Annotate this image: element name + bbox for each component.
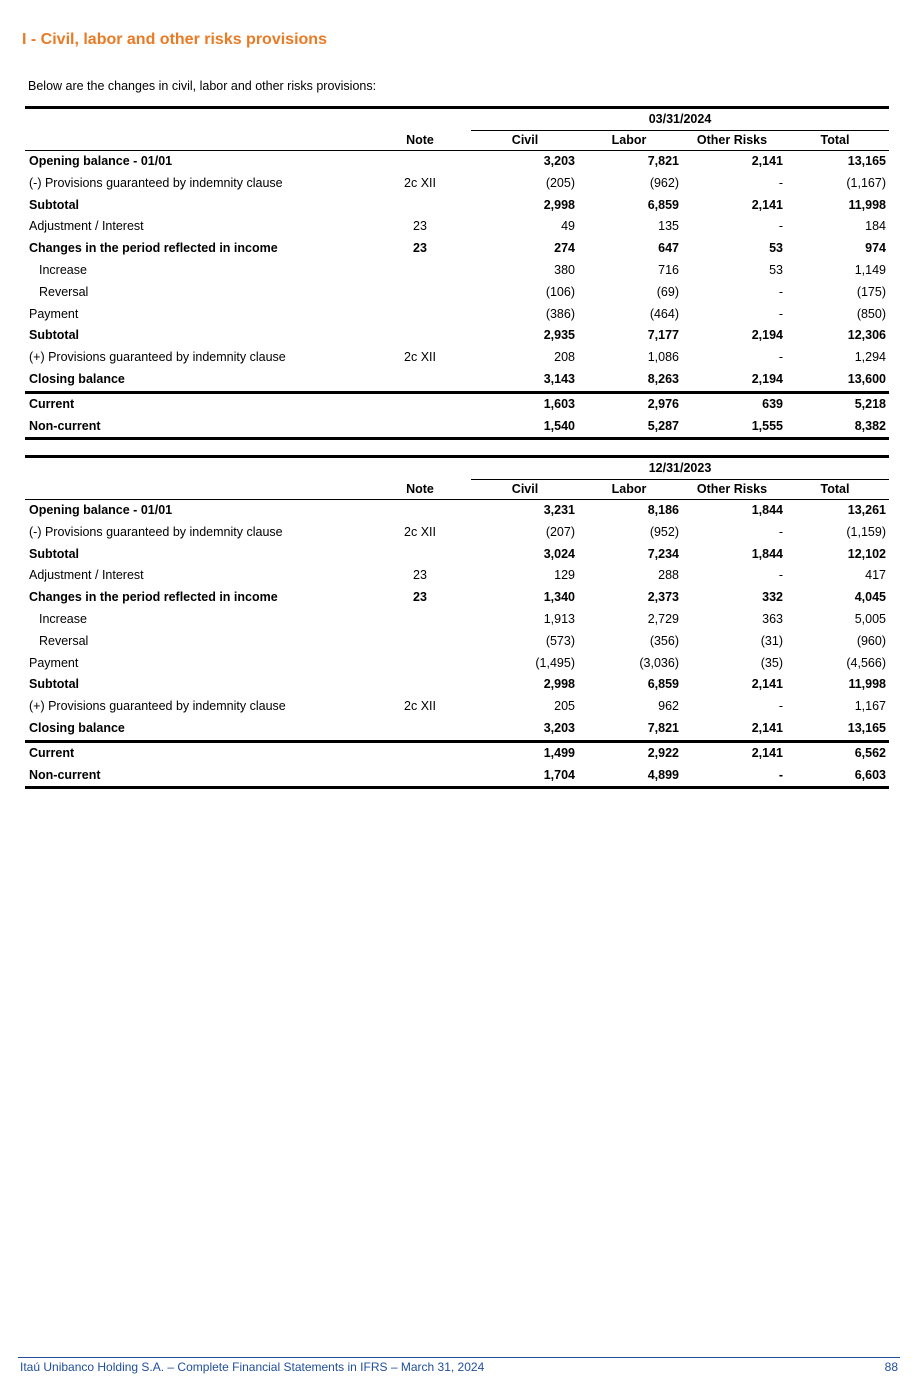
cell-labor: 7,821 [647,720,679,735]
row-label: Reversal [39,633,89,648]
cell-other-risks: 1,555 [751,418,783,433]
table-row [25,696,889,718]
cell-civil: 274 [554,241,575,256]
col-total: Total [820,482,850,496]
cell-other-risks: 1,844 [751,503,783,517]
cell-labor: 2,729 [647,611,679,626]
col-note: Note [406,133,434,147]
cell-labor: (69) [656,284,679,299]
cell-other-risks: 53 [769,262,783,277]
cell-other-risks: 2,141 [751,677,783,692]
cell-total: 1,149 [854,262,886,277]
cell-civil: 1,340 [543,590,575,605]
cell-other-risks: - [778,350,783,365]
cell-civil: 2,998 [543,677,575,692]
table-row [25,609,889,631]
cell-labor: 5,287 [647,418,679,433]
row-note: 23 [413,219,427,234]
table-row [25,195,889,217]
cell-other-risks: - [778,219,783,234]
cell-total: 13,165 [847,154,886,168]
row-note: 23 [413,241,427,256]
table-row [25,216,889,238]
cell-total: (960) [856,633,886,648]
cell-total: 13,165 [847,720,886,735]
cell-other-risks: 1,844 [751,546,783,561]
cell-other-risks: 363 [762,611,783,626]
table-row [25,369,889,391]
cell-total: 1,294 [854,350,886,365]
cell-labor: 7,821 [647,154,679,168]
row-label: Current [29,745,75,760]
cell-labor: (3,036) [639,655,679,670]
period-label: 03/31/2024 [471,109,889,131]
table-row [25,416,889,441]
row-label: Subtotal [29,328,79,343]
cell-civil: 3,203 [543,154,575,168]
col-civil: Civil [511,482,539,496]
table-row [25,565,889,587]
row-label: Subtotal [29,546,79,561]
table-body [25,151,889,440]
period-header [25,458,889,479]
cell-total: 417 [865,568,886,583]
col-labor: Labor [611,482,647,496]
cell-labor: 2,373 [647,590,679,605]
table-row [25,325,889,347]
table-2023 [25,455,889,789]
cell-labor: 1,086 [647,350,679,365]
cell-civil: 1,499 [543,745,575,760]
cell-civil: 2,935 [543,328,575,343]
cell-other-risks: - [778,767,783,782]
cell-total: 11,998 [848,197,886,212]
cell-labor: 8,186 [647,503,679,517]
cell-total: 13,600 [847,371,886,386]
cell-total: 1,167 [854,699,886,714]
cell-civil: 1,540 [543,418,575,433]
cell-civil: (106) [545,284,575,299]
col-other-risks: Other Risks [696,133,768,147]
cell-other-risks: (35) [760,655,783,670]
cell-civil: 3,203 [543,720,575,735]
period-label: 12/31/2023 [471,458,889,480]
cell-other-risks: - [778,699,783,714]
table-row [25,587,889,609]
col-civil: Civil [511,133,539,147]
cell-total: 12,102 [847,546,886,561]
cell-other-risks: 639 [762,396,783,411]
row-label: Opening balance - 01/01 [29,154,173,168]
cell-labor: 7,234 [647,546,679,561]
row-label: Payment [29,306,79,321]
row-label: Adjustment / Interest [29,219,144,234]
row-label: (-) Provisions guaranteed by indemnity clause [29,175,283,190]
page-number: 88 [884,1360,898,1374]
cell-labor: (962) [649,175,679,190]
row-label: (+) Provisions guaranteed by indemnity clause [29,350,286,365]
row-note: 23 [413,590,427,605]
cell-labor: 6,859 [647,677,679,692]
cell-labor: 135 [658,219,679,234]
cell-civil: 3,024 [543,546,575,561]
table-2024 [25,106,889,440]
table-row [25,740,889,765]
cell-other-risks: 2,141 [751,720,783,735]
cell-other-risks: 2,194 [751,328,783,343]
cell-labor: 8,263 [647,371,679,386]
table-row [25,522,889,544]
table-row [25,544,889,566]
table-row [25,151,889,173]
cell-civil: (207) [545,524,575,539]
table-row [25,718,889,740]
cell-other-risks: - [778,306,783,321]
row-label: Reversal [39,284,89,299]
column-header-row [25,479,889,500]
row-label: Changes in the period reflected in income [29,590,278,605]
table-row [25,238,889,260]
cell-labor: 716 [658,262,679,277]
row-label: Opening balance - 01/01 [29,503,173,517]
cell-civil: (205) [545,175,575,190]
row-label: Non-current [29,767,101,782]
cell-civil: (386) [545,306,575,321]
row-label: Payment [29,655,79,670]
cell-total: 5,005 [854,611,886,626]
row-note: 2c XII [404,350,436,365]
col-other-risks: Other Risks [696,482,768,496]
cell-civil: 2,998 [543,197,575,212]
cell-total: (4,566) [846,655,886,670]
cell-total: (1,159) [846,524,886,539]
cell-civil: 1,603 [543,396,575,411]
row-label: Closing balance [29,720,125,735]
table-row [25,500,889,522]
intro-text: Below are the changes in civil, labor and other risks provisions: [28,79,377,93]
cell-labor: (464) [649,306,679,321]
cell-civil: 3,231 [543,503,575,517]
cell-other-risks: 2,141 [751,197,783,212]
cell-civil: 1,704 [543,767,575,782]
row-label: Closing balance [29,371,125,386]
cell-labor: (952) [649,524,679,539]
row-label: Non-current [29,418,101,433]
cell-total: 8,382 [854,418,886,433]
table-row [25,282,889,304]
cell-other-risks: - [778,175,783,190]
cell-total: (175) [856,284,886,299]
table-row [25,391,889,416]
cell-civil: (1,495) [535,655,575,670]
cell-total: 4,045 [854,590,886,605]
cell-civil: 3,143 [543,371,575,386]
table-row [25,653,889,675]
cell-civil: 205 [554,699,575,714]
cell-total: 11,998 [848,677,886,692]
cell-civil: 1,913 [543,611,575,626]
cell-other-risks: 2,194 [751,371,783,386]
cell-civil: 380 [554,262,575,277]
cell-labor: 647 [658,241,679,256]
cell-civil: 49 [561,219,575,234]
cell-labor: 2,922 [647,745,679,760]
col-labor: Labor [611,133,647,147]
row-label: Increase [39,611,87,626]
cell-labor: (356) [649,633,679,648]
cell-total: 974 [865,241,886,256]
cell-labor: 6,859 [647,197,679,212]
cell-other-risks: (31) [760,633,783,648]
row-note: 2c XII [404,524,436,539]
cell-civil: 208 [554,350,575,365]
col-total: Total [820,133,850,147]
footer-divider [18,1357,900,1358]
table-row [25,765,889,790]
row-note: 2c XII [404,699,436,714]
cell-other-risks: - [778,568,783,583]
cell-labor: 962 [658,699,679,714]
row-label: Subtotal [29,197,79,212]
cell-other-risks: 332 [762,590,783,605]
cell-civil: (573) [545,633,575,648]
table-row [25,304,889,326]
cell-labor: 288 [658,568,679,583]
cell-labor: 2,976 [647,396,679,411]
cell-other-risks: 2,141 [751,745,783,760]
row-label: Subtotal [29,677,79,692]
cell-total: 5,218 [854,396,886,411]
row-label: (+) Provisions guaranteed by indemnity clause [29,699,286,714]
cell-labor: 4,899 [647,767,679,782]
table-row [25,347,889,369]
row-label: (-) Provisions guaranteed by indemnity clause [29,524,283,539]
footer-text: Itaú Unibanco Holding S.A. – Complete Financial Statements in IFRS – March 31, 2024 [20,1360,485,1374]
period-header [25,109,889,130]
table-row [25,631,889,653]
row-label: Adjustment / Interest [29,568,144,583]
cell-civil: 129 [554,568,575,583]
cell-other-risks: 53 [769,241,783,256]
section-title: I - Civil, labor and other risks provisions [22,31,327,48]
cell-total: 12,306 [847,328,886,343]
cell-other-risks: - [778,284,783,299]
cell-other-risks: 2,141 [751,154,783,168]
cell-total: (850) [856,306,886,321]
cell-total: 13,261 [847,503,886,517]
cell-other-risks: - [778,524,783,539]
cell-total: 6,562 [854,745,886,760]
row-note: 23 [413,568,427,583]
table-row [25,173,889,195]
table-row [25,674,889,696]
col-note: Note [406,482,434,496]
row-note: 2c XII [404,175,436,190]
cell-total: 6,603 [854,767,886,782]
table-row [25,260,889,282]
row-label: Increase [39,262,87,277]
cell-labor: 7,177 [647,328,679,343]
table-body [25,500,889,789]
cell-total: (1,167) [846,175,886,190]
column-header-row [25,130,889,151]
row-label: Changes in the period reflected in income [29,241,278,256]
cell-total: 184 [865,219,886,234]
row-label: Current [29,396,75,411]
